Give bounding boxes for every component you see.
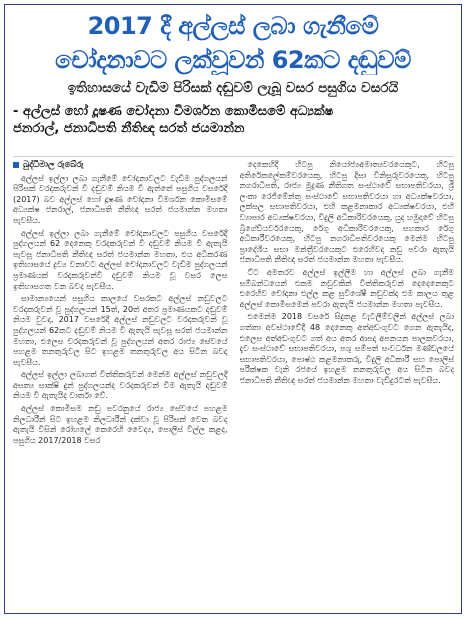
paragraph: අල්ලස් ඉල්ලා ලබා ගැනීමේ චෝදනාවලට වැඩිම පුද්ගලයන් පිරිසක් වරදකරුවන් වී දඬුවම් නියම වී ඇත්තේ පසුගිය වසරේදී (2017) බව අල්ලස් හෝ දූෂණ චෝදනා විමර්ශන කොමිසමේ අධ්‍යක්ෂ ජනරාල්, ජනාධිපති නීතිඥ සරත් ජයමාන්න මහතා පැවසීය. (13, 173, 228, 225)
paragraph: අල්ලස් ඉල්ලා ලබා ගැනීමේ චෝදනාවලට පසුගිය වසරේදී පුද්ගලයන් 62 දෙනෙකු වරදකරුවන් වී දඬුවම් නියම වී ඇතැයි පැවසූ ජනාධිපති නීතිඥ සරත් ජයමාන්න මහතා, එය අධිකරණ ඉතිහාසයේ ද්‍රව්‍ය වනාවට අල්ලස් චෝදනාවලට වැඩිම පුද්ගලයන් ප්‍රමාණයක් වරදකරුවන්වී දඬුවම් නියම වූ වසර ලෙස ඉතිහාසගත වන බවද පැවසීය. (13, 228, 228, 291)
paragraph: අල්ලස් ඉල්ලා ලබාගත් විත්තිකරුවන් මෙන්ම අල්ලස් නඩුවලදී අසත්‍ය සාක්ෂි දුන් පුද්ගලයන්ද වරදකරුවන් වීම ඇතැයි දඬුවම් නියම වී ඇතැයිද වාර්තා වේ. (13, 370, 228, 401)
paragraph: සාමාන්‍යයෙන් පසුගිය කාලයේ වසරකට අල්ලස් නඩුවලට වරදකරුවන් වූ පුද්ගලයන් 15ත්, 20ත් අතර ප්‍රමාණයකට දඬුවම් නියම වුවද, 2017 වසරේදී අල්ලස් නඩුවලට වරදකරුවන් වූ පුද්ගලයන් 62කට දඬුවම් නියම වී ඇතැයි පැවසූ සරත් ජයමාන්න මහතා, එලෙස වරදකරුවන් වූ පුද්ගලයන් අතර රාජ්‍ය සේවයේ පහළම තනතුරුවල සිට ඉහළම තනතුරුවල අය සිටින බවද පැවසීය. (13, 294, 228, 367)
article-column-2 (240, 160, 455, 608)
paragraph: දෙකෙහිදී හිටපු නියෝජ්‍යඅමාත්‍යවරයෙකුට, හිටපු අතිරේකලේකම්වරයෙකු, හිටපු දිසා විනිසුරුවරයෙකු, හිටපු නගරාධිපති, රාජ්‍ය මුද්‍රණ නීතිගත සංස්ථාවේ සභාපතිවරයා, ශ්‍රී ලංකා රෙජිමේන්තු සංස්ථාවේ සභාපතිවරයා හා අධ්‍යක්ෂවරයා, ලක්සල සභාපතිවරයා, එහි කළමනාකාර අධ්‍යක්ෂවරයා, එහි ව්‍යාපාර අධ්‍යක්ෂවරයා, විදුලි අධිකාරිවරයෙකු, යුද හමුදාවේ හිටපු බ්‍රිගේඩියර්වරයෙකු, රේගු අධිකාරිවරයෙකු, සහකාර රේගු අධිකාරීවරයෙකු, හිටපු නගරාධිපතිවරයෙකු මෙන්ම හිටපු ප්‍රාදේශීය සභා මන්ත්‍රීවරයෙකුට එරෙහිවද නඩු පවරා ඇතැයි ජනාධිපති නීතිඥ සරත් ජයමාන්න මහතා පැවසීය. (239, 160, 454, 265)
divider (13, 156, 454, 157)
paragraph: එමෙන්ම 2018 වසරේ සිදුකළ වැටලීම්වලින් අල්ලස් ලබා ගත්තා අවස්ථාවේදී 48 දෙනෙකු අත්අඩංගුවට ගෙන ඇතැයිද, එලෙස අත්අඩංගුවට ගත් අය අතර ආපදා අපනයන පාලකවරයා, දැව සංස්ථාවේ සභාපතිවරයා, පශු සම්පත් සංවර්ධන මණ්ඩලයේ සභාපතිවරයා, පොෂ්ඨ කළමනාකරු, විදුලි අධිකාරී සහ පොලිස් පරීක්ෂක වැනි රජයේ ඉහළම තනතුරුවල අය සිටින බවද ජනාධිපති නීතිඥ සරත් ජයමාන්න මහතා වැඩිදුරටත් පැවසීය. (239, 312, 454, 385)
byline (13, 160, 228, 171)
article-body (13, 160, 454, 608)
paragraph: ට්ට අමතරව අල්ලස් ඉල්ලීම හා අල්ලස් ලබා ගැනීම සම්බන්ධයෙන් එකම නඩුවකින් විත්තිකරුවන් දෙදෙනෙකුට එරෙහිව චෝදනා එල්ල කළ සුවිශේෂී නඩුවක්ද එම කාලය තුළ අල්ලස් කොමිසමෙන් පවරා ඇතැයි ජයමාන්න මහතා පැවසීය. (239, 267, 454, 309)
square-bullet-icon (13, 162, 19, 168)
article-column-1 (13, 160, 228, 608)
deck-subheadline: ඉතිහාසයේ වැඩිම පිරිසක් දඬුවම් ලැබූ වසර පසුගිය වසරයි (67, 80, 399, 96)
headline-line-1: 2017 දී අල්ලස් ලබා ගැනීමේ (87, 12, 379, 40)
headline-line-2: චෝදනාවට ලක්වූවන් 62කට දඬුවම් (55, 46, 411, 74)
strap-line-1: - අල්ලස් හෝ දූෂණ චෝදනා විමර්ශන කොමිසමේ අධ්‍යක්ෂ (13, 104, 334, 119)
strap-line-2: ජනරාල්, ජනාධිපති නීතිඥ සරත් ජයමාන්න (13, 121, 245, 136)
byline-text: බුද්ධිමාල රුබේරු (23, 160, 84, 170)
paragraph: අල්ලස් කොමිසම නඩු පවරනුයේ රාජ්‍ය සේවයේ පහළම නිලධාරීන් සිට ඉහළම නිලධාරීන් දක්වා වූ පිරිසක් වෙත බවද ඇතැයි විසින් රෝහලේ කෙරෙහි වෛද්‍ය, පොලිස් විල්ල කළද, පසුගිය 2017/2018 වසර (13, 404, 228, 445)
news-clipping (4, 4, 462, 614)
